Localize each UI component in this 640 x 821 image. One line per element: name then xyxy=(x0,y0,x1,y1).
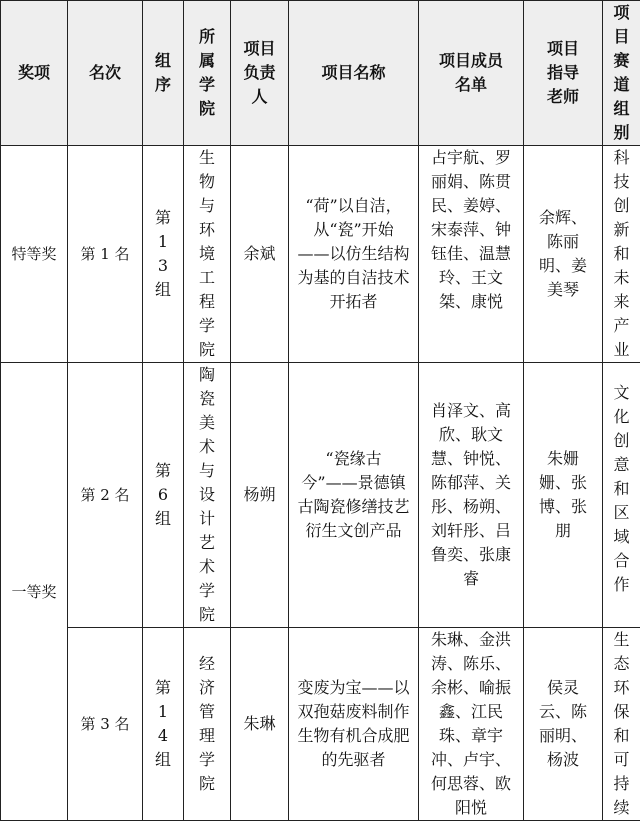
project-name-cell: “荷”以自洁，从“瓷”开始——以仿生结构为基的自洁技术开拓者 xyxy=(289,146,419,363)
header-award: 奖项 xyxy=(1,1,68,146)
group-cell: 第13组 xyxy=(143,146,184,363)
leader-cell: 朱琳 xyxy=(231,628,289,821)
track-cell: 文化创意和区域合作 xyxy=(603,363,640,628)
award-cell: 一等奖 xyxy=(1,363,68,821)
advisors-cell: 余辉、陈丽明、姜美琴 xyxy=(524,146,603,363)
college-cell: 经济管理学院 xyxy=(184,628,231,821)
members-cell: 朱琳、金洪涛、陈乐、余彬、喻振鑫、江民珠、章宇冲、卢宇、何思蓉、欧阳悦 xyxy=(419,628,524,821)
header-project-name: 项目名称 xyxy=(289,1,419,146)
rank-cell: 第 1 名 xyxy=(68,146,143,363)
project-name-cell: 变废为宝——以双孢菇废料制作生物有机合成肥的先驱者 xyxy=(289,628,419,821)
rank-cell: 第 2 名 xyxy=(68,363,143,628)
track-cell: 科技创新和未来产业 xyxy=(603,146,640,363)
award-cell: 特等奖 xyxy=(1,146,68,363)
project-name-cell: “瓷缘古今”——景德镇古陶瓷修缮技艺衍生文创产品 xyxy=(289,363,419,628)
header-track: 项目赛道组别 xyxy=(603,1,640,146)
header-group: 组序 xyxy=(143,1,184,146)
college-cell: 陶瓷美术与设计艺术学院 xyxy=(184,363,231,628)
table-row xyxy=(1,146,640,363)
table-row xyxy=(1,628,640,821)
group-cell: 第6组 xyxy=(143,363,184,628)
header-leader: 项目负责人 xyxy=(231,1,289,146)
members-cell: 占宇航、罗丽娟、陈贯民、姜婷、宋泰萍、钟钰佳、温慧玲、王文桀、康悦 xyxy=(419,146,524,363)
header-advisors: 项目指导老师 xyxy=(524,1,603,146)
header-rank: 名次 xyxy=(68,1,143,146)
group-cell: 第14组 xyxy=(143,628,184,821)
members-cell: 肖泽文、高欣、耿文慧、钟悦、陈郁萍、关彤、杨朔、刘轩彤、吕鲁奕、张康睿 xyxy=(419,363,524,628)
rank-cell: 第 3 名 xyxy=(68,628,143,821)
header-college: 所属学院 xyxy=(184,1,231,146)
header-members: 项目成员名单 xyxy=(419,1,524,146)
advisors-cell: 侯灵云、陈丽明、杨波 xyxy=(524,628,603,821)
leader-cell: 余斌 xyxy=(231,146,289,363)
leader-cell: 杨朔 xyxy=(231,363,289,628)
track-cell: 生态环保和可持续 xyxy=(603,628,640,821)
college-cell: 生物与环境工程学院 xyxy=(184,146,231,363)
table-row xyxy=(1,363,640,628)
advisors-cell: 朱姗姗、张博、张朋 xyxy=(524,363,603,628)
header-row xyxy=(1,1,640,146)
